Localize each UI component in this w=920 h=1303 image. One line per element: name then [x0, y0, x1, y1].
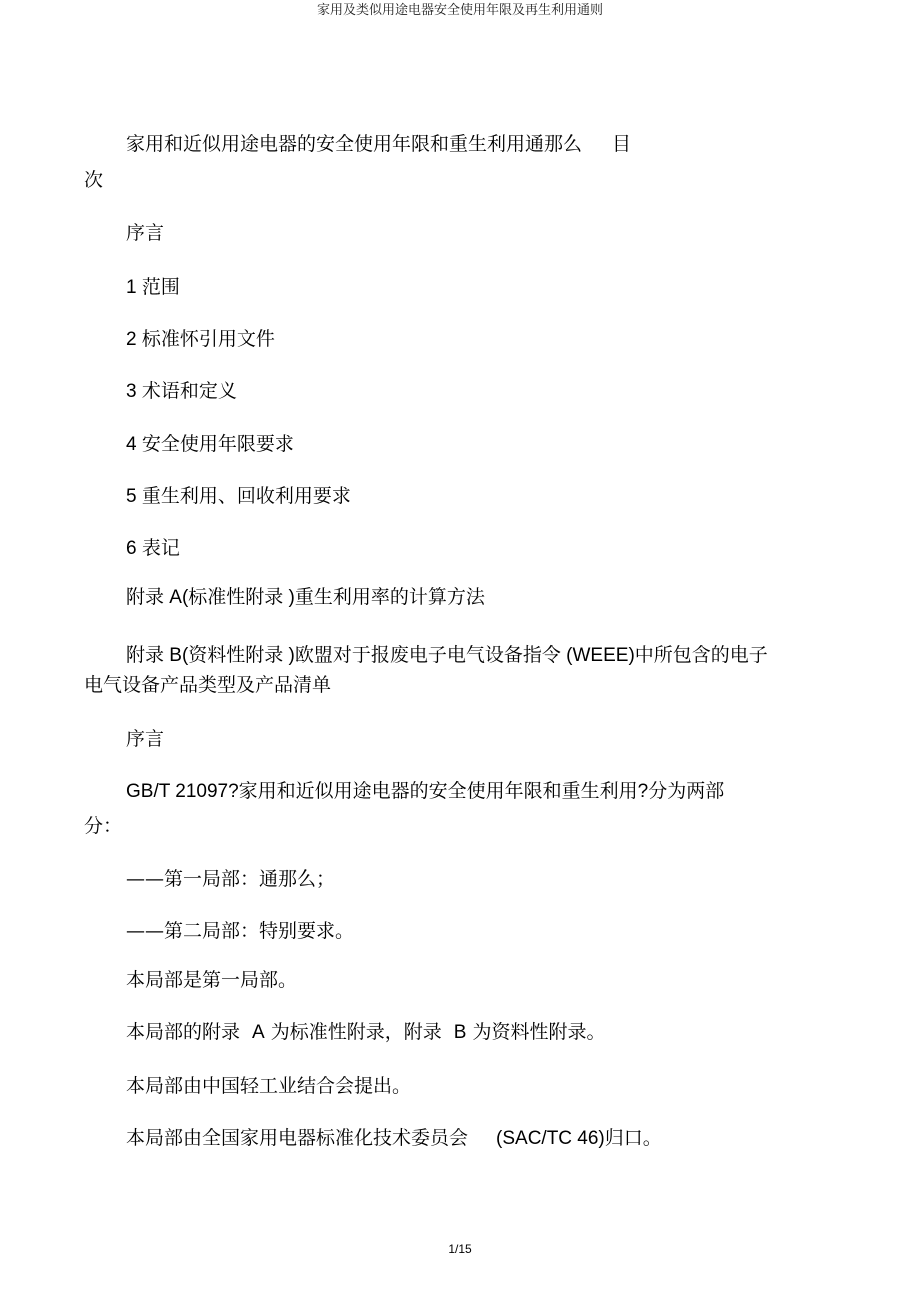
toc-item-references: 2 标准怀引用文件 — [126, 329, 275, 350]
preface-intro-cont: 分： — [84, 815, 123, 837]
preface-proposed: 本局部由中国轻工业结合会提出。 — [126, 1075, 412, 1097]
annex-letter-b: B — [453, 1022, 467, 1043]
toc-item-marking: 6 表记 — [126, 538, 180, 559]
toc-item-appendix-b-cont: 电气设备产品类型及产品清单 — [84, 675, 332, 696]
centralized-text: 本局部由全国家用电器标准化技术委员会 — [126, 1127, 469, 1149]
toc-title-text: 家用和近似用途电器的安全使用年限和重生利用通那么 — [126, 133, 583, 155]
toc-item-safety-life: 4 安全使用年限要求 — [126, 434, 294, 455]
preface-annex-statement — [126, 1019, 606, 1046]
annex-text-1: 本局部的附录 — [126, 1021, 241, 1043]
centralized-code: (SAC/TC 46)归口。 — [496, 1128, 662, 1149]
preface-part-one: ——第一局部：通那么； — [126, 868, 336, 890]
annex-letter-a: A — [252, 1022, 265, 1043]
toc-item-preface: 序言 — [126, 222, 165, 244]
preface-heading: 序言 — [126, 728, 165, 750]
running-header: 家用及类似用途电器安全使用年限及再生利用通则 — [316, 3, 603, 18]
page-number: 1/15 — [448, 1242, 472, 1256]
preface-this-part: 本局部是第一局部。 — [126, 969, 298, 991]
preface-centralized — [126, 1125, 662, 1152]
toc-title — [126, 131, 631, 157]
toc-item-appendix-a: 附录 A(标准性附录 )重生利用率的计算方法 — [126, 587, 485, 608]
toc-title-ci: 次 — [84, 169, 104, 191]
toc-item-terms: 3 术语和定义 — [126, 381, 237, 402]
annex-text-3: 为资料性附录。 — [472, 1021, 606, 1043]
toc-item-scope: 1 范围 — [126, 277, 180, 298]
toc-item-appendix-b: 附录 B(资料性附录 )欧盟对于报废电子电气设备指令 (WEEE)中所包含的电子 — [126, 645, 768, 666]
preface-intro: GB/T 21097?家用和近似用途电器的安全使用年限和重生利用?分为两部 — [126, 781, 725, 802]
preface-part-two: ——第二局部：特别要求。 — [126, 920, 355, 942]
toc-item-recycling: 5 重生利用、回收利用要求 — [126, 486, 351, 507]
toc-title-mu: 目 — [612, 133, 632, 155]
annex-text-2: 为标准性附录，附录 — [270, 1021, 442, 1043]
